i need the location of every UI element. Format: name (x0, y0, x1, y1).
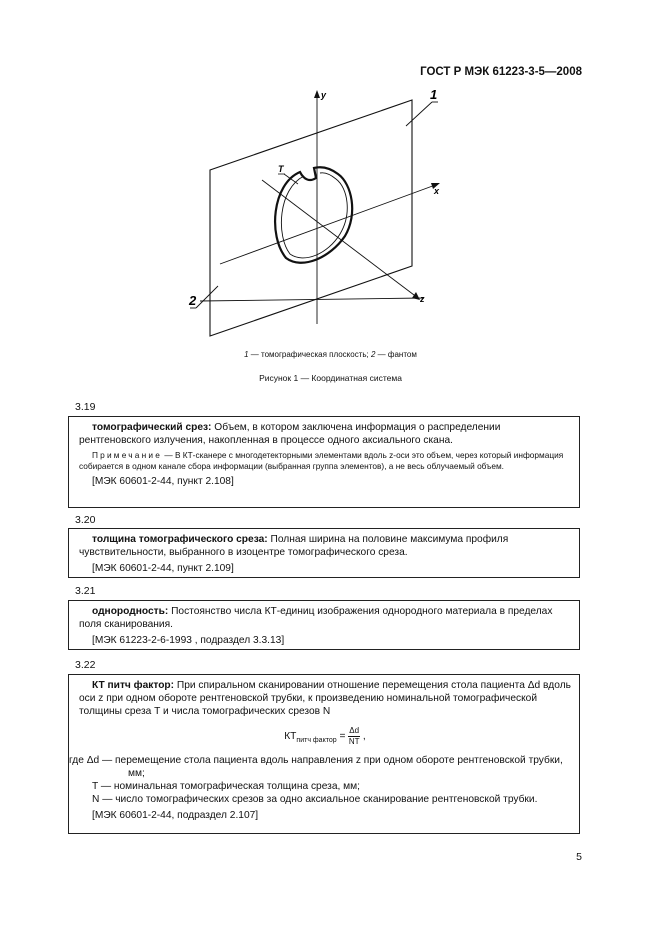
reference: [МЭК 60601-2-44, подраздел 2.107] (92, 810, 259, 822)
x-axis-label: x (434, 186, 440, 196)
note: Примечание — В КТ-сканере с многодетекторными элементами вдоль z-оси это объем, через который информация собирается в одном канале сбора информации (выбранная группа элементов), а не весь облучаемый объем. (79, 450, 564, 471)
term: КТ питч фактор: (92, 680, 175, 691)
definition: Постоянство числа КТ-единиц изображения однородного материала в пределах поля сканирования. (79, 606, 553, 630)
term: толщина томографического среза: (92, 534, 268, 545)
section-number-3-19: 3.19 (75, 401, 96, 413)
callout-1-label: 1 (430, 87, 438, 102)
reference: [МЭК 60601-2-44, пункт 2.109] (92, 563, 234, 574)
document-header: ГОСТ Р МЭК 61223-3-5—2008 (420, 66, 582, 78)
phantom-shape (275, 167, 352, 262)
where-line: где Δd — перемещение стола пациента вдоль направления z при одном обороте рентгеновской трубки, мм; (69, 755, 563, 780)
definition-box-3-21 (68, 600, 580, 650)
formula: $КТ_{питч фактор}$ = $\frac{\Delta d}{NT}$ , (284, 726, 366, 746)
definition-box-3-19 (68, 416, 580, 508)
where-line: N — число томографических срезов за одно аксиальное сканирование рентгеновской трубки. (92, 794, 538, 806)
section-number-3-22: 3.22 (75, 659, 96, 671)
z-axis-label: z (420, 294, 425, 304)
definition-box-3-22 (68, 674, 580, 834)
reference: [МЭК 61223-2-6-1993 , подраздел 3.3.13] (92, 635, 285, 646)
definition: Объем, в котором заключена информация о распределении рентгеновского излучения, накопленная в процессе одного аксиального скана. (79, 422, 501, 446)
y-axis-arrow (314, 90, 320, 98)
figure-caption: Рисунок 1 — Координатная система (259, 373, 402, 383)
section-number-3-21: 3.21 (75, 585, 96, 597)
symbol-definitions (69, 754, 571, 806)
page-number: 5 (576, 851, 582, 863)
definition-box-3-20 (68, 528, 580, 578)
coordinate-system-figure (180, 86, 450, 346)
fraction: $\frac{\Delta d}{NT}$ (348, 726, 360, 746)
reference: [МЭК 60601-2-44, пункт 2.108] (92, 476, 234, 487)
y-axis-label: y (321, 90, 327, 100)
t-callout-label: T (278, 164, 284, 174)
z-axis-arrow (412, 292, 420, 300)
where-line: T — номинальная томографическая толщина среза, мм; (92, 781, 360, 793)
section-number-3-20: 3.20 (75, 514, 96, 526)
callout-1-line (406, 102, 432, 126)
figure-legend: 1 — томографическая плоскость; 2 — фантом (244, 350, 417, 359)
term: однородность: (92, 606, 169, 617)
definition: При спиральном сканировании отношение перемещения стола пациента Δd вдоль оси z при одном обороте рентгеновской трубки, к произведению номинальной томографической толщины среза T и числа томографических срезов N (79, 680, 571, 717)
callout-2-label: 2 (189, 293, 197, 308)
definition: Полная ширина на половине максимума профиля чувствительности, выбранного в изоцентре томографического среза. (79, 534, 509, 558)
callout-2-line (196, 286, 218, 308)
term: томографический срез: (92, 422, 212, 433)
